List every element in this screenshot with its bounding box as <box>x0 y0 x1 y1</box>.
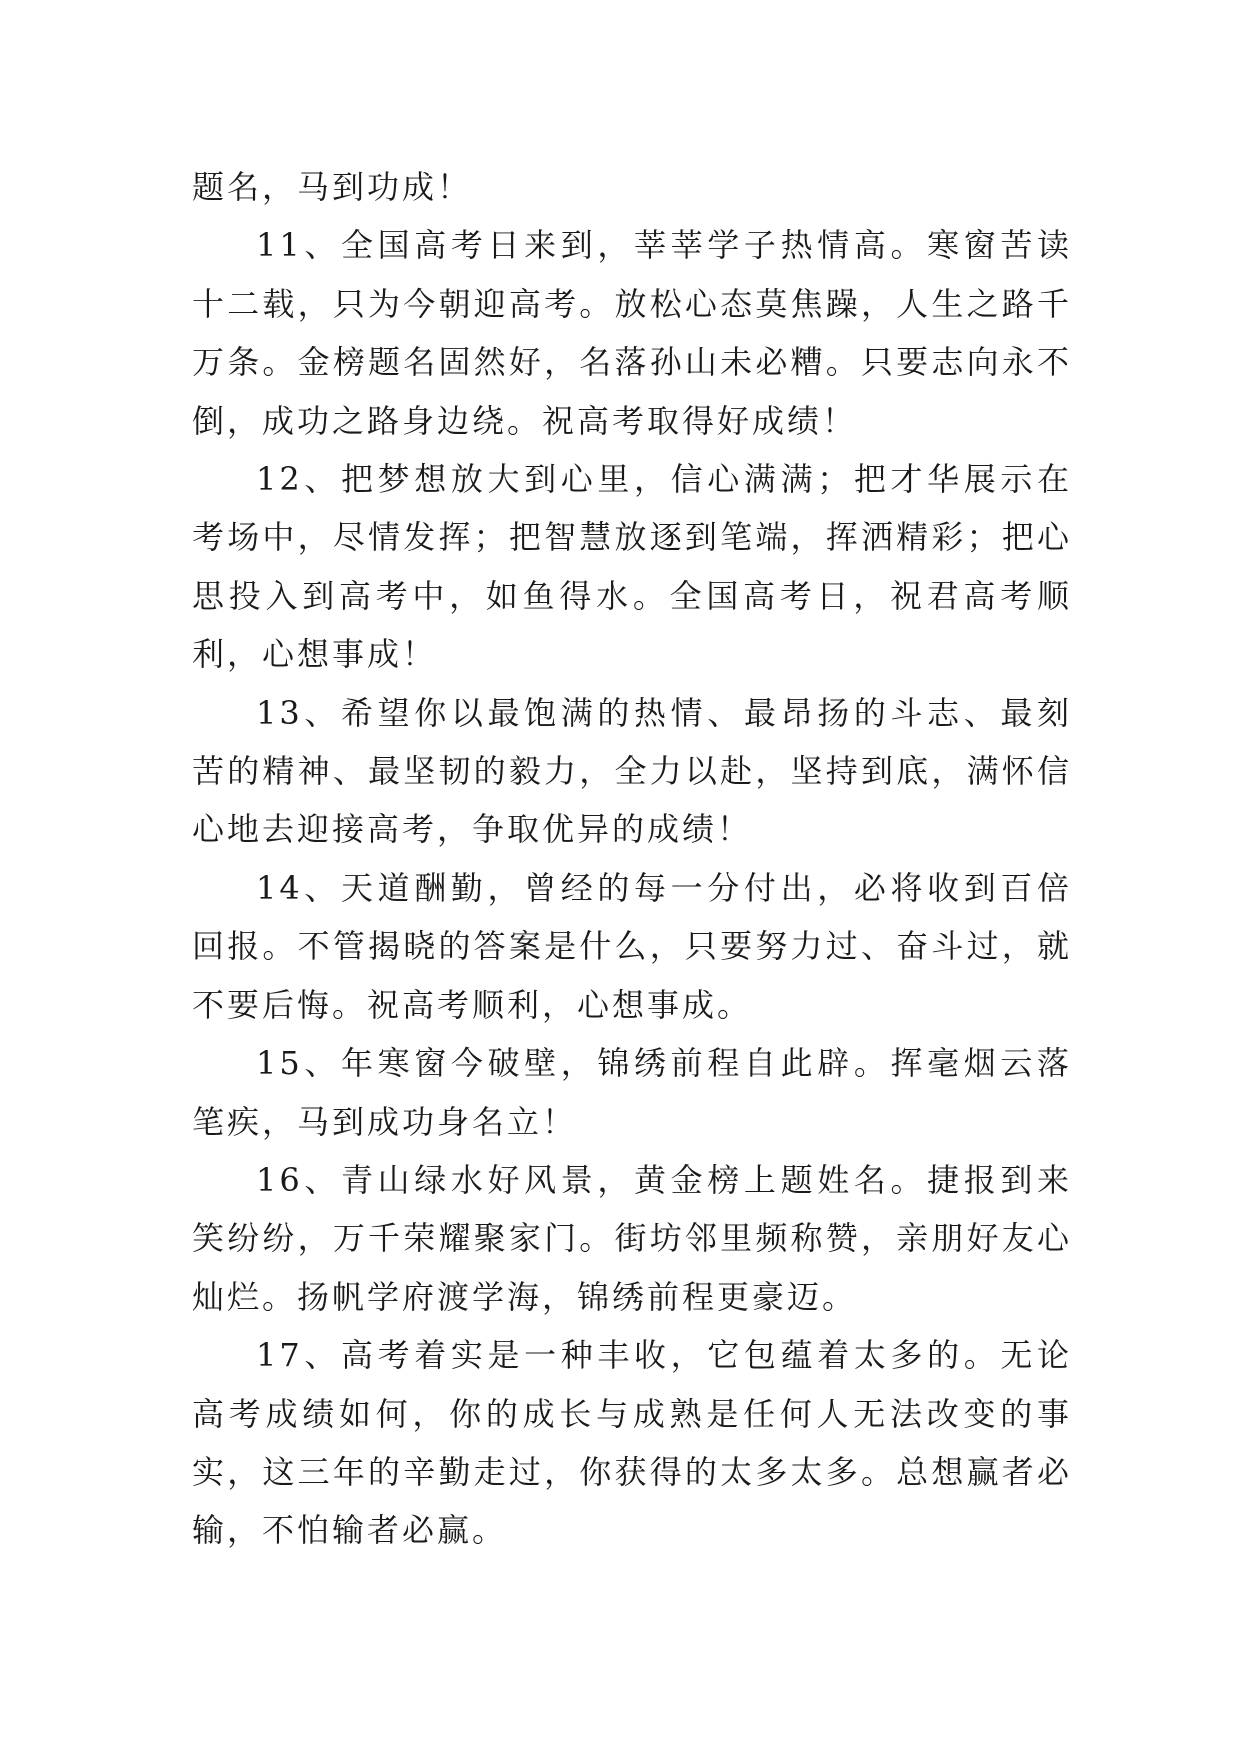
document-page <box>192 158 1072 1560</box>
paragraph-item-14: 14、天道酬勤，曾经的每一分付出，必将收到百倍回报。不管揭晓的答案是什么，只要努力过、奋斗过，就不要后悔。祝高考顺利，心想事成。 <box>192 868 1072 1024</box>
paragraph-item-13: 13、希望你以最饱满的热情、最昂扬的斗志、最刻苦的精神、最坚韧的毅力，全力以赴，坚持到底，满怀信心地去迎接高考，争取优异的成绩！ <box>192 693 1072 849</box>
paragraph-item-12: 12、把梦想放大到心里，信心满满；把才华展示在考场中，尽情发挥；把智慧放逐到笔端，挥洒精彩；把心思投入到高考中，如鱼得水。全国高考日，祝君高考顺利，心想事成！ <box>192 460 1072 674</box>
paragraph-continuation: 题名，马到功成！ <box>192 168 473 206</box>
paragraph-item-11: 11、全国高考日来到，莘莘学子热情高。寒窗苦读十二载，只为今朝迎高考。放松心态莫焦躁，人生之路千万条。金榜题名固然好，名落孙山未必糟。只要志向永不倒，成功之路身边绕。祝高考取得好成绩！ <box>192 226 1072 440</box>
paragraph-item-16: 16、青山绿水好风景，黄金榜上题姓名。捷报到来笑纷纷，万千荣耀聚家门。街坊邻里频称赞，亲朋好友心灿烂。扬帆学府渡学海，锦绣前程更豪迈。 <box>192 1160 1072 1316</box>
paragraph-item-17: 17、高考着实是一种丰收，它包蕴着太多的。无论高考成绩如何，你的成长与成熟是任何人无法改变的事实，这三年的辛勤走过，你获得的太多太多。总想赢者必输，不怕输者必赢。 <box>192 1336 1072 1550</box>
paragraph-item-15: 15、年寒窗今破壁，锦绣前程自此辟。挥毫烟云落笔疾，马到成功身名立！ <box>192 1044 1072 1141</box>
